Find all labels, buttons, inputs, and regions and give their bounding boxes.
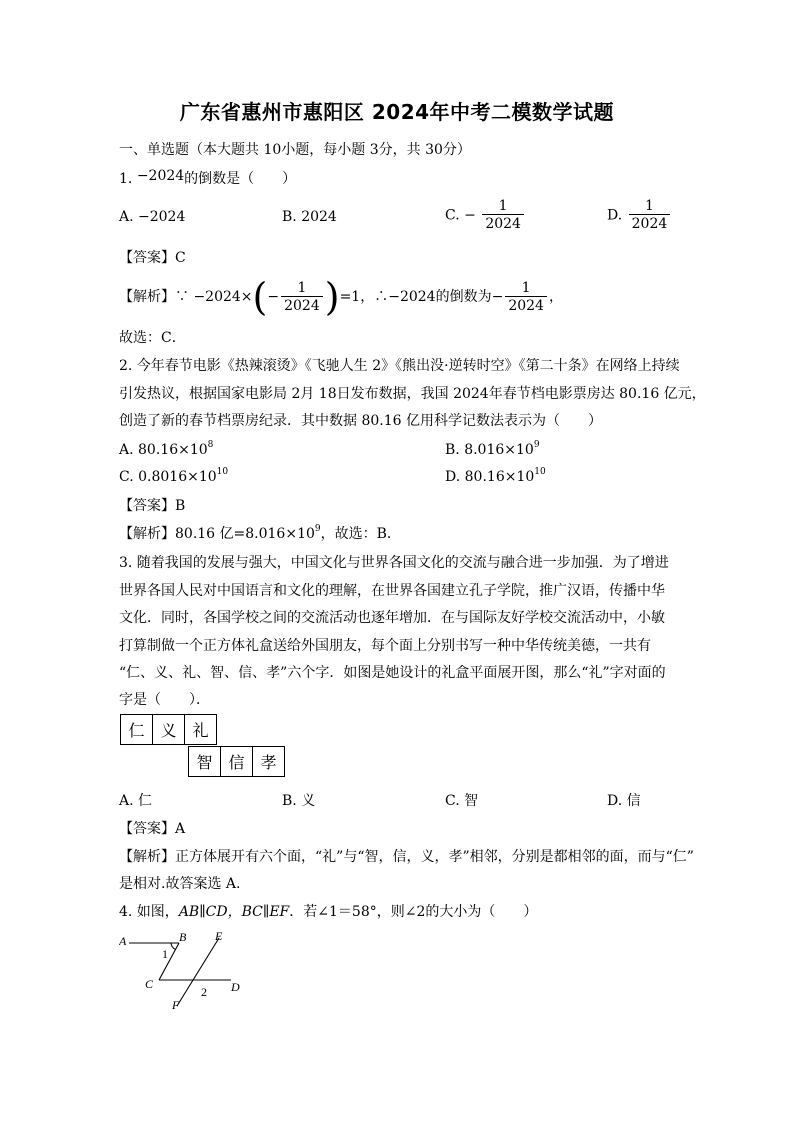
q3-stem-line-4: 打算制做一个正方体礼盒送给外国朋友，每个面上分别书写一种中华传统美德，一共有: [119, 638, 651, 654]
line-ef: [177, 938, 219, 1006]
q2-stem-line-3: 创造了新的春节档票房纪录．其中数据 80.16 亿用科学记数法表示为（ ）: [119, 413, 602, 429]
q4-stem: 4. 如图，AB∥CD，BC∥EF．若∠1＝58°，则∠2的大小为（ ）: [119, 904, 538, 920]
cube-net-top-row: [120, 714, 217, 745]
q2-option-c: C. $0.8016\times 10^{10}$: [119, 467, 229, 485]
q2-analysis: 【解析】80.16 亿$=8.016\times 10^9$，故选：B．: [119, 524, 401, 542]
q1-number: 1.: [119, 171, 133, 187]
label-b: B: [179, 930, 187, 944]
section-heading: 一、单选题（本大题共 10小题，每小题 3分，共 30分）: [119, 142, 471, 158]
net-cell-li: 礼: [185, 715, 217, 745]
q2-stem-line-2: 引发热议，根据国家电影局 2月 18日发布数据，我国 2024年春节档电影票房达 80.16 亿元，: [119, 386, 706, 402]
angle-1-arc: [171, 943, 176, 950]
label-angle-2: 2: [201, 985, 207, 999]
q3-analysis-line-1: 【解析】正方体展开有六个面，“礼”与“智，信，义，孝”相邻，分别是都相邻的面，而与“仁”: [119, 849, 694, 865]
q1-math: −2024: [136, 168, 185, 184]
q1-analysis-fraction: $\frac{1}{2024}$: [281, 280, 323, 315]
page-title: 广东省惠州市惠阳区 2024年中考二模数学试题: [179, 100, 615, 124]
q2-answer: 【答案】B: [119, 498, 186, 514]
net-cell-yi: 义: [153, 715, 185, 745]
net-cell-ren: 仁: [121, 715, 153, 745]
q1-option-d: D. $\frac{1}{2024}$: [607, 198, 672, 233]
q2-option-b: B. $8.016\times 10^9$: [445, 440, 540, 458]
cube-net-bottom-row: [188, 746, 285, 777]
q1-analysis-fraction-2: $\frac{1}{2024}$: [505, 280, 547, 315]
label-f: F: [172, 998, 180, 1012]
q3-option-b: B. 义: [282, 793, 316, 809]
q2-stem-line-1: 2. 今年春节电影《热辣滚烫》《飞驰人生 2》《熊出没·逆转时空》《第二十条》在网络上持续: [119, 358, 680, 374]
net-cell-zhi: 智: [189, 747, 221, 777]
q4-figure: [119, 928, 249, 1013]
q3-stem-line-1: 3. 随着我国的发展与强大，中国文化与世界各国文化的交流与融合进一步加强．为了增进: [119, 555, 669, 571]
q3-stem-line-2: 世界各国人民对中国语言和文化的理解，在世界各国建立孔子学院，推广汉语，传播中华: [119, 583, 665, 599]
q1-answer: 【答案】C: [119, 250, 186, 266]
label-angle-1: 1: [162, 947, 168, 961]
label-d: D: [231, 980, 240, 994]
q3-analysis-line-2: 是相对.故答案选 A.: [119, 876, 241, 892]
label-c: C: [145, 977, 154, 991]
q3-option-c: C. 智: [445, 793, 479, 809]
net-cell-xiao: 孝: [253, 747, 285, 777]
q1-fraction-c: $\frac{1}{2024}$: [482, 198, 524, 233]
q3-option-d: D. 信: [607, 793, 641, 809]
net-cell-xin: 信: [221, 747, 253, 777]
q2-option-a: A. $80.16\times 10^8$: [119, 440, 214, 458]
q3-option-a: A. 仁: [119, 793, 153, 809]
q2-option-d: D. $80.16\times 10^{10}$: [445, 467, 546, 485]
q3-stem-line-6: 字是（ ）．: [119, 692, 210, 708]
q1-stem-text: 的倒数是（ ）: [184, 171, 297, 187]
q1-fraction-d: $\frac{1}{2024}$: [629, 198, 671, 233]
q1-analysis: 【解析】∵ −2024×(− $\frac{1}{2024}$ )=1，∴−2024的倒数为− $\frac{1}{2024}$ ，: [119, 275, 563, 319]
q1-option-c: C. − $\frac{1}{2024}$: [445, 198, 526, 233]
q3-stem-line-3: 文化．同时，各国学校之间的交流活动也逐年增加．在与国际友好学校交流活动中，小敏: [119, 610, 665, 626]
q1-option-b: B. 2024: [282, 209, 337, 225]
q1-stem: [119, 168, 296, 188]
q3-answer: 【答案】A: [119, 821, 186, 837]
label-e: E: [215, 929, 223, 943]
q1-conclusion: 故选：C．: [119, 330, 186, 346]
q3-stem-line-5: “仁、义、礼、智、信、孝”六个字．如图是她设计的礼盒平面展开图，那么“礼”字对面的: [119, 665, 666, 681]
q4-math: AB∥CD，BC∥EF: [178, 904, 290, 920]
q1-option-a: A. −2024: [119, 209, 186, 225]
label-a: A: [119, 934, 127, 948]
